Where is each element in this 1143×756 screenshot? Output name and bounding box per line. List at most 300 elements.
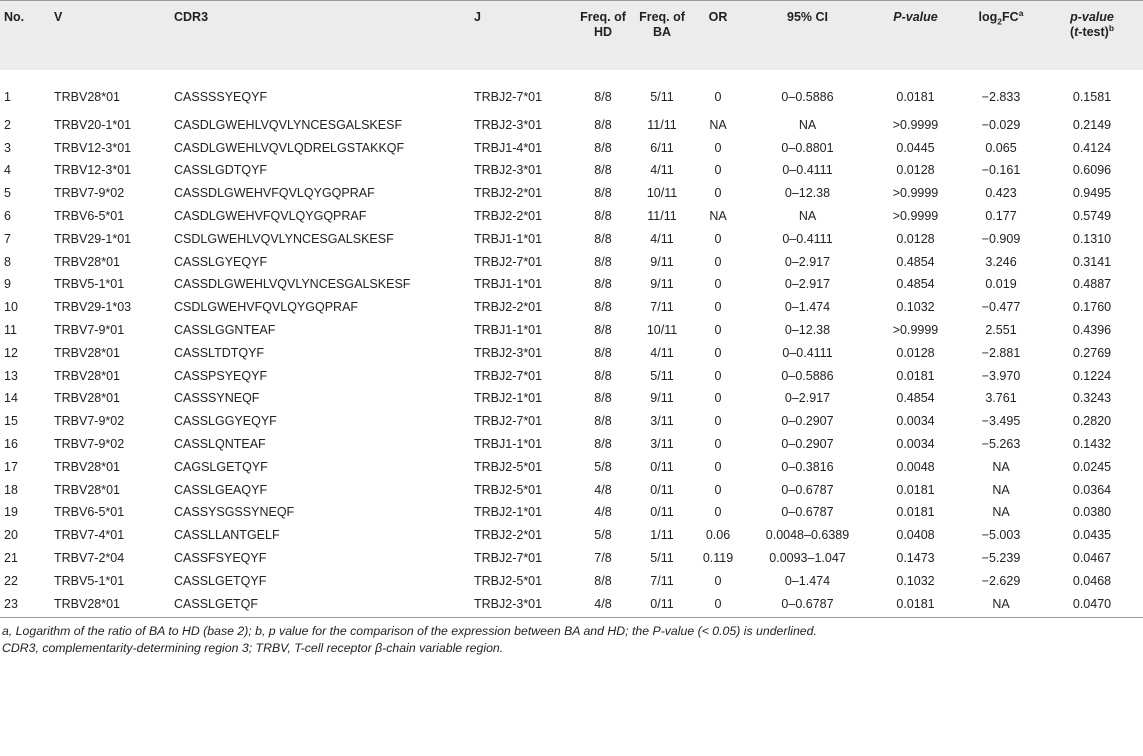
cell-pvalue: 0.1473: [896, 551, 935, 566]
cell-freq-hd: 8/8: [594, 231, 612, 246]
header-cdr3: CDR3: [174, 10, 209, 24]
cell-ci: 0.0048–0.6389: [765, 528, 850, 543]
cell-no: 19: [4, 505, 18, 520]
cell-j: TRBJ2-2*01: [474, 528, 543, 543]
cell-pvalue: 0.0181: [896, 90, 935, 104]
cell-v: TRBV7-9*01: [54, 323, 125, 338]
cell-freq-ba: 6/11: [650, 140, 674, 155]
cell-ttest: 0.0435: [1072, 528, 1112, 543]
cell-or: 0: [691, 592, 745, 617]
table-row: [0, 433, 1143, 456]
cell-freq-ba: 0/11: [650, 459, 674, 474]
cell-pvalue: >0.9999: [892, 117, 939, 132]
header-log2fc-sub: 2: [997, 16, 1003, 27]
header-row: [0, 1, 1143, 70]
cell-v: TRBV6-5*01: [54, 505, 125, 520]
header-ttest-open: (: [1069, 25, 1075, 39]
cell-cdr3: CASSPSYEQYF: [174, 368, 268, 383]
table-row: [0, 182, 1143, 205]
cell-v: TRBV7-9*02: [54, 437, 125, 452]
cell-ttest: 0.5749: [1072, 209, 1112, 224]
cell-ttest: 0.0470: [1041, 592, 1143, 617]
cell-j: TRBJ2-3*01: [474, 345, 543, 360]
table-row: [0, 341, 1143, 364]
table-row: [0, 296, 1143, 319]
cell-or: 0: [714, 254, 722, 269]
cell-pvalue: 0.0128: [896, 163, 935, 178]
cell-freq-hd: 8/8: [594, 117, 612, 132]
cell-cdr3: CASSLTDTQYF: [174, 345, 265, 360]
cell-pvalue: >0.9999: [892, 323, 939, 338]
cell-freq-ba: 1/11: [650, 528, 674, 543]
cell-ttest: 0.4124: [1072, 140, 1112, 155]
cell-v: TRBV7-2*04: [54, 551, 125, 566]
cell-freq-ba: 10/11: [646, 186, 678, 201]
table-row: [0, 70, 1143, 114]
table-row: [0, 524, 1143, 547]
cell-freq-ba: 0/11: [650, 505, 674, 520]
cell-or: 0: [714, 323, 722, 338]
cell-pvalue: 0.0181: [870, 592, 961, 617]
cell-freq-hd: 8/8: [594, 323, 612, 338]
header-freq-ba: Freq. of BA: [639, 10, 685, 39]
cell-log2fc: NA: [992, 459, 1010, 474]
cell-j: TRBJ2-7*01: [474, 90, 543, 104]
cell-j: TRBJ1-1*01: [474, 277, 543, 292]
cell-log2fc: −5.263: [981, 437, 1021, 452]
cell-v: TRBV29-1*03: [54, 300, 132, 315]
cell-cdr3: CASSLGETQYF: [174, 573, 267, 588]
cell-j: TRBJ2-2*01: [474, 186, 543, 201]
table-row: [0, 159, 1143, 182]
cell-no: 22: [4, 573, 18, 588]
cell-log2fc: −0.029: [981, 117, 1021, 132]
cell-ttest: 0.3141: [1072, 254, 1112, 269]
cell-ttest: 0.2149: [1072, 117, 1112, 132]
cell-or: 0: [714, 573, 722, 588]
cell-ttest: 0.0364: [1072, 482, 1112, 497]
cell-ci: 0–2.917: [784, 254, 831, 269]
cell-no: 8: [4, 254, 11, 269]
cell-or: 0: [714, 391, 722, 406]
cell-log2fc: 0.019: [985, 277, 1017, 292]
cell-ttest: 0.1760: [1072, 300, 1112, 315]
cell-ci: 0–0.4111: [782, 345, 833, 360]
cell-log2fc: 0.177: [985, 209, 1017, 224]
cell-pvalue: 0.1032: [896, 300, 935, 315]
header-log2fc: [961, 1, 1041, 70]
header-no: No.: [4, 10, 25, 24]
cell-freq-ba: 9/11: [650, 277, 674, 292]
cell-or: 0: [714, 505, 722, 520]
table-header: [0, 1, 1143, 70]
cell-log2fc: NA: [961, 592, 1041, 617]
cell-freq-ba: 10/11: [646, 323, 678, 338]
cell-freq-ba: 11/11: [647, 117, 677, 132]
header-or: OR: [708, 10, 728, 24]
cell-ttest: 0.4396: [1072, 323, 1112, 338]
cell-freq-hd: 4/8: [594, 482, 612, 497]
cell-freq-hd: 8/8: [594, 254, 612, 269]
table-row: [0, 478, 1143, 501]
cell-v: TRBV20-1*01: [54, 117, 132, 132]
cell-j: TRBJ2-7*01: [474, 414, 543, 429]
cell-no: 3: [4, 140, 11, 155]
cell-ci: 0–0.2907: [781, 437, 834, 452]
cell-freq-hd: 8/8: [594, 437, 612, 452]
cell-no: 7: [4, 231, 11, 246]
table-row: [0, 136, 1143, 159]
cell-log2fc: 0.065: [985, 140, 1017, 155]
cell-freq-hd: 8/8: [594, 368, 612, 383]
cell-cdr3: CSDLGWEHLVQVLYNCESGALSKESF: [174, 231, 394, 246]
cell-log2fc: NA: [992, 505, 1010, 520]
cell-cdr3: CASSLGETQF: [170, 592, 470, 617]
cell-v: TRBV29-1*01: [54, 231, 132, 246]
cell-freq-ba: 4/11: [650, 345, 674, 360]
cell-freq-hd: 8/8: [594, 277, 612, 292]
cell-no: 2: [4, 117, 11, 132]
cell-ci: 0–0.5886: [781, 368, 834, 383]
cell-or: NA: [709, 117, 727, 132]
cell-ci: 0–0.6787: [745, 592, 870, 617]
cell-freq-ba: 7/11: [650, 573, 674, 588]
cell-ci: 0–0.4111: [782, 231, 833, 246]
cell-freq-hd: 8/8: [594, 573, 612, 588]
cell-no: 18: [4, 482, 18, 497]
table-row: [0, 592, 1143, 617]
table-footnotes: [0, 618, 1143, 657]
cell-freq-hd: 8/8: [594, 414, 612, 429]
cell-freq-hd: 4/8: [594, 505, 612, 520]
cell-ttest: 0.2769: [1072, 345, 1112, 360]
cell-log2fc: −3.970: [981, 368, 1021, 383]
cell-cdr3: CASDLGWEHVFQVLQYGQPRAF: [174, 209, 367, 224]
cell-j: TRBJ2-7*01: [474, 254, 543, 269]
table-row: [0, 114, 1143, 137]
cell-no: 12: [4, 345, 18, 360]
cell-log2fc: NA: [992, 482, 1010, 497]
cell-j: TRBJ2-2*01: [474, 209, 543, 224]
table-row: [0, 455, 1143, 478]
cell-freq-hd: 8/8: [594, 300, 612, 315]
cell-j: TRBJ2-3*01: [470, 592, 573, 617]
cell-cdr3: CASSSSYEQYF: [174, 90, 268, 104]
cell-pvalue: 0.4854: [896, 391, 935, 406]
header-log2fc-post: FC: [1002, 10, 1019, 24]
cell-no: 15: [4, 414, 18, 429]
cell-or: 0: [714, 345, 722, 360]
cell-freq-hd: 5/8: [594, 528, 612, 543]
cell-ci: 0–2.917: [784, 277, 831, 292]
cell-ci: 0–2.917: [784, 391, 831, 406]
cell-v: TRBV28*01: [54, 345, 121, 360]
cell-freq-hd: 4/8: [573, 592, 633, 617]
cell-or: 0: [714, 163, 722, 178]
cell-cdr3: CASSLGDTQYF: [174, 163, 268, 178]
header-log2fc-pre: log: [978, 10, 998, 24]
cell-ci: 0–1.474: [784, 573, 831, 588]
cell-or: 0: [714, 90, 722, 104]
table-row: [0, 387, 1143, 410]
table-row: [0, 501, 1143, 524]
cell-cdr3: CASSLGGNTEAF: [174, 323, 276, 338]
cell-ttest: 0.1432: [1072, 437, 1112, 452]
cell-no: 13: [4, 368, 18, 383]
cell-cdr3: CASSFSYEQYF: [174, 551, 267, 566]
header-ttest-t: t: [1074, 25, 1079, 39]
cell-log2fc: −2.629: [981, 573, 1021, 588]
table-row: [0, 273, 1143, 296]
table-row: [0, 227, 1143, 250]
header-pvalue: [870, 1, 961, 70]
cell-ci: NA: [798, 209, 817, 224]
cell-cdr3: CASSLQNTEAF: [174, 437, 266, 452]
footnote-line1: a, Logarithm of the ratio of BA to HD (base 2); b, p value for the comparison of the expression between BA and HD; the P-value (< 0.05) is underlined.: [2, 624, 817, 639]
cell-ttest: 0.9495: [1072, 186, 1112, 201]
cell-freq-ba: 0/11: [650, 482, 674, 497]
cell-j: TRBJ2-5*01: [474, 482, 543, 497]
cell-v: TRBV28*01: [54, 254, 121, 269]
cell-cdr3: CASDLGWEHLVQVLQDRELGSTAKKQF: [174, 140, 405, 155]
cell-freq-hd: 7/8: [594, 551, 612, 566]
cell-log2fc: 2.551: [985, 323, 1017, 338]
cell-freq-ba: 3/11: [650, 414, 674, 429]
cell-v: TRBV28*01: [54, 368, 121, 383]
cell-j: TRBJ2-2*01: [474, 300, 543, 315]
cell-no: 9: [4, 277, 11, 292]
cell-ci: 0–0.3816: [781, 459, 834, 474]
cell-cdr3: CASSLGEAQYF: [174, 482, 268, 497]
cell-freq-hd: 8/8: [594, 140, 612, 155]
table-body: [0, 70, 1143, 618]
table-row: [0, 410, 1143, 433]
cell-no: 10: [4, 300, 18, 315]
cell-ttest: 0.3243: [1072, 391, 1112, 406]
cell-no: 1: [4, 90, 11, 104]
cell-log2fc: −0.477: [981, 300, 1021, 315]
cell-j: TRBJ1-4*01: [474, 140, 543, 155]
cell-freq-ba: 5/11: [650, 90, 674, 104]
cell-log2fc: −2.833: [981, 90, 1021, 104]
header-ci: 95% CI: [787, 10, 828, 24]
cell-v: TRBV28*01: [54, 459, 121, 474]
cell-log2fc: −2.881: [981, 345, 1021, 360]
cell-or: 0: [714, 437, 722, 452]
footnote-line2: CDR3, complementarity-determining region 3; TRBV, T-cell receptor β-chain variable region.: [2, 641, 504, 656]
cell-ci: 0–0.2907: [781, 414, 834, 429]
cell-v: TRBV7-4*01: [54, 528, 125, 543]
cell-no: 11: [4, 323, 17, 338]
cell-v: TRBV28*01: [50, 592, 170, 617]
cell-freq-ba: 5/11: [650, 551, 674, 566]
cell-log2fc: 3.761: [985, 391, 1017, 406]
cell-v: TRBV5-1*01: [54, 573, 125, 588]
cell-ci: 0–1.474: [784, 300, 831, 315]
header-log2fc-sup: a: [1018, 7, 1024, 18]
cell-ttest: 0.2820: [1072, 414, 1112, 429]
header-pvalue-text: P-value: [893, 10, 938, 24]
cell-cdr3: CASSLLANTGELF: [174, 528, 280, 543]
table-row: [0, 547, 1143, 570]
header-ttest-close: -test): [1078, 25, 1109, 39]
cell-j: TRBJ2-3*01: [474, 117, 543, 132]
cell-ci: 0–12.38: [784, 323, 831, 338]
cell-ttest: 0.0468: [1072, 573, 1112, 588]
cell-freq-hd: 8/8: [594, 209, 612, 224]
cell-no: 6: [4, 209, 11, 224]
cell-pvalue: 0.1032: [896, 573, 935, 588]
cell-pvalue: 0.0445: [896, 140, 935, 155]
header-ttest-line1: p-value: [1070, 10, 1114, 24]
cell-freq-ba: 5/11: [650, 368, 674, 383]
cell-or: 0: [714, 300, 722, 315]
cell-ttest: 0.0467: [1072, 551, 1112, 566]
cell-j: TRBJ2-3*01: [474, 163, 543, 178]
cell-pvalue: 0.4854: [896, 277, 935, 292]
cell-freq-ba: 4/11: [650, 163, 674, 178]
cell-ttest: 0.0380: [1072, 505, 1112, 520]
cell-or: 0: [714, 368, 722, 383]
table-row: [0, 205, 1143, 228]
cell-freq-ba: 4/11: [650, 231, 674, 246]
cell-ci: NA: [798, 117, 817, 132]
cell-pvalue: >0.9999: [892, 209, 939, 224]
cell-ci: 0–0.4111: [782, 163, 833, 178]
cell-or: NA: [709, 209, 727, 224]
cell-freq-ba: 7/11: [650, 300, 674, 315]
cell-pvalue: 0.0408: [896, 528, 935, 543]
cell-pvalue: 0.0181: [896, 482, 935, 497]
cell-pvalue: 0.0181: [896, 505, 935, 520]
cell-ci: 0–0.8801: [781, 140, 834, 155]
cell-v: TRBV7-9*02: [54, 186, 125, 201]
cell-or: 0: [714, 231, 722, 246]
cell-log2fc: −5.003: [981, 528, 1021, 543]
cell-or: 0: [714, 186, 722, 201]
cell-j: TRBJ2-1*01: [474, 505, 543, 520]
cell-pvalue: 0.0048: [896, 459, 935, 474]
cell-no: 16: [4, 437, 18, 452]
cell-ci: 0–0.6787: [781, 482, 834, 497]
table-row: [0, 250, 1143, 273]
cell-j: TRBJ1-1*01: [474, 437, 543, 452]
cell-ttest: 0.0245: [1072, 459, 1112, 474]
cell-v: TRBV12-3*01: [54, 140, 132, 155]
header-v: V: [54, 10, 63, 24]
cell-no: 14: [4, 391, 18, 406]
cell-cdr3: CASSYSGSSYNEQF: [174, 505, 295, 520]
header-j: J: [474, 10, 481, 24]
cell-ttest: 0.1581: [1072, 90, 1112, 104]
cell-j: TRBJ2-5*01: [474, 459, 543, 474]
cell-v: TRBV28*01: [54, 482, 121, 497]
cell-freq-hd: 8/8: [594, 163, 612, 178]
cell-no: 5: [4, 186, 11, 201]
cell-log2fc: −3.495: [981, 414, 1021, 429]
table-row: [0, 364, 1143, 387]
cell-freq-ba: 9/11: [650, 254, 674, 269]
cell-ci: 0–12.38: [784, 186, 831, 201]
cell-j: TRBJ1-1*01: [474, 323, 543, 338]
cell-freq-ba: 9/11: [650, 391, 674, 406]
cell-no: 21: [4, 551, 18, 566]
cell-or: 0: [714, 277, 722, 292]
cell-freq-ba: 0/11: [633, 592, 691, 617]
cell-v: TRBV7-9*02: [54, 414, 125, 429]
cell-j: TRBJ2-7*01: [474, 551, 543, 566]
cell-pvalue: 0.0034: [896, 414, 935, 429]
cell-cdr3: CSDLGWEHVFQVLQYGQPRAF: [174, 300, 359, 315]
cell-v: TRBV28*01: [54, 391, 121, 406]
cell-cdr3: CASSLGGYEQYF: [174, 414, 277, 429]
cell-or: 0: [714, 140, 722, 155]
cell-freq-hd: 8/8: [594, 90, 612, 104]
cell-pvalue: 0.0128: [896, 231, 935, 246]
cell-cdr3: CASSDLGWEHVFQVLQYGQPRAF: [174, 186, 375, 201]
cell-ci: 0.0093–1.047: [769, 551, 846, 566]
cell-cdr3: CASSLGYEQYF: [174, 254, 268, 269]
cell-j: TRBJ2-5*01: [474, 573, 543, 588]
cell-or: 0: [714, 482, 722, 497]
cell-ttest: 0.1224: [1072, 368, 1112, 383]
cell-no: 23: [0, 592, 50, 617]
cell-freq-ba: 11/11: [647, 209, 677, 224]
cell-log2fc: 0.423: [985, 186, 1017, 201]
cell-j: TRBJ2-1*01: [474, 391, 543, 406]
cell-ci: 0–0.5886: [781, 90, 834, 104]
table-row: [0, 319, 1143, 342]
cell-or: 0.06: [705, 528, 731, 543]
cell-v: TRBV28*01: [54, 90, 121, 104]
cell-ttest: 0.6096: [1072, 163, 1112, 178]
cell-cdr3: CASSDLGWEHLVQVLYNCESGALSKESF: [174, 277, 411, 292]
cell-freq-hd: 8/8: [594, 391, 612, 406]
cell-pvalue: 0.0034: [896, 437, 935, 452]
header-ttest-sup: b: [1108, 22, 1115, 33]
table-row: [0, 569, 1143, 592]
header-freq-hd: Freq. of HD: [580, 10, 626, 39]
cell-log2fc: −0.161: [981, 163, 1021, 178]
cell-or: 0: [714, 459, 722, 474]
cell-v: TRBV5-1*01: [54, 277, 125, 292]
cell-cdr3: CASDLGWEHLVQVLYNCESGALSKESF: [174, 117, 403, 132]
cell-no: 4: [4, 163, 11, 178]
cell-or: 0: [714, 414, 722, 429]
cell-or: 0.119: [702, 551, 734, 566]
cell-freq-hd: 8/8: [594, 186, 612, 201]
header-ttest: [1041, 1, 1143, 70]
cell-pvalue: >0.9999: [892, 186, 939, 201]
cell-ttest: 0.4887: [1072, 277, 1112, 292]
cell-j: TRBJ2-7*01: [474, 368, 543, 383]
cell-freq-hd: 8/8: [594, 345, 612, 360]
cell-pvalue: 0.0128: [896, 345, 935, 360]
cell-j: TRBJ1-1*01: [474, 231, 543, 246]
cell-cdr3: CASSSYNEQF: [174, 391, 260, 406]
cell-no: 20: [4, 528, 18, 543]
cell-v: TRBV6-5*01: [54, 209, 125, 224]
cell-log2fc: −0.909: [981, 231, 1021, 246]
cell-pvalue: 0.4854: [896, 254, 935, 269]
cell-freq-hd: 5/8: [594, 459, 612, 474]
cell-v: TRBV12-3*01: [54, 163, 132, 178]
cell-no: 17: [4, 459, 18, 474]
cell-ci: 0–0.6787: [781, 505, 834, 520]
cell-pvalue: 0.0181: [896, 368, 935, 383]
cell-log2fc: 3.246: [985, 254, 1017, 269]
cell-freq-ba: 3/11: [650, 437, 674, 452]
